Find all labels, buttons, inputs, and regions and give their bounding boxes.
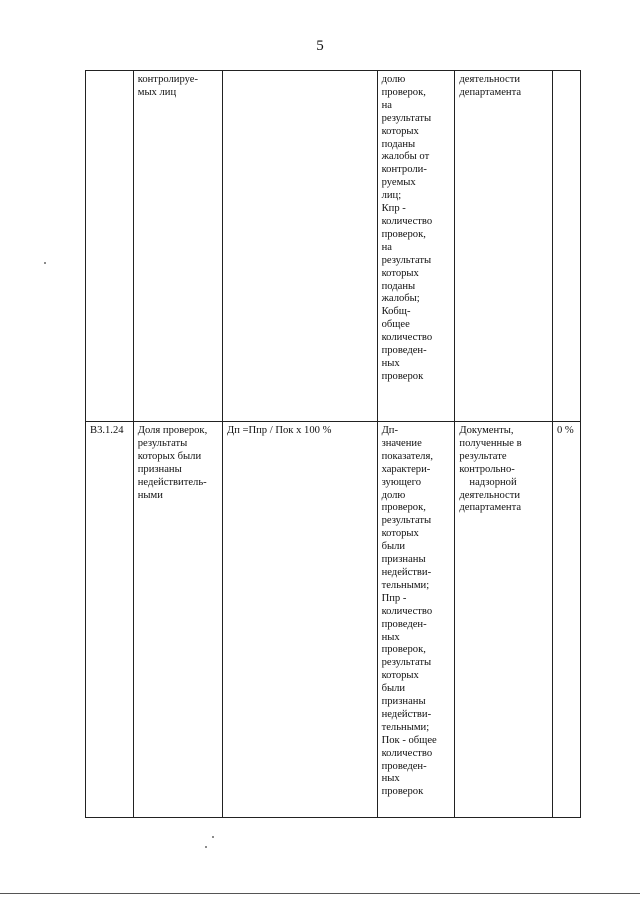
row1-name-cell <box>133 71 222 422</box>
desc-line: которых <box>381 528 419 540</box>
source-line: контрольно- <box>459 463 515 475</box>
source-line: результате <box>459 450 507 462</box>
row1-source-cell <box>455 71 553 422</box>
scan-speck <box>205 846 207 848</box>
desc-line: признаны <box>381 554 426 566</box>
desc-line: контроли- <box>381 164 427 176</box>
row2-formula-cell <box>222 422 377 818</box>
page-bottom-rule <box>0 893 640 894</box>
name-line: ными <box>137 489 163 501</box>
source-line: деятельности <box>459 489 521 501</box>
desc-line: поданы <box>381 280 416 292</box>
desc-line: которых <box>381 670 419 682</box>
desc-line: проведен- <box>381 345 427 357</box>
desc-line: проверок, <box>381 502 426 514</box>
desc-line: были <box>381 541 406 553</box>
source-line: департамента <box>459 86 522 98</box>
row2-target-cell <box>552 422 580 818</box>
scan-speck <box>212 836 214 838</box>
desc-line: проведен- <box>381 760 427 772</box>
desc-line: признаны <box>381 696 426 708</box>
desc-line: жалобы; <box>381 293 420 305</box>
target-value: 0 % <box>556 425 574 436</box>
desc-line: результаты <box>381 515 432 527</box>
source-line: надзорной <box>469 476 517 488</box>
desc-line: показателя, <box>381 450 433 462</box>
desc-line: на <box>381 241 392 253</box>
desc-line: результаты <box>381 112 432 124</box>
desc-line: количество <box>381 332 433 344</box>
name-line: результаты <box>137 437 188 449</box>
desc-line: которых <box>381 267 419 279</box>
desc-line: Кпр - <box>381 203 406 215</box>
name-line: недействитель- <box>137 476 207 488</box>
name-line: контролируе- <box>137 74 199 85</box>
desc-line: ных <box>381 357 400 369</box>
source-line: департамента <box>459 502 522 514</box>
desc-line: недействи- <box>381 566 432 578</box>
desc-line: недействи- <box>381 708 432 720</box>
desc-line: проверок <box>381 370 424 382</box>
desc-line: Дп- <box>381 425 399 436</box>
desc-line: ных <box>381 631 400 643</box>
row2-code-cell <box>86 422 134 818</box>
name-line: мых лиц <box>137 86 177 98</box>
desc-line: характери- <box>381 463 431 475</box>
row2-description-cell <box>377 422 455 818</box>
table-row <box>86 422 581 818</box>
row2-source-cell <box>455 422 553 818</box>
desc-line: были <box>381 683 406 695</box>
desc-line: руемых <box>381 177 416 189</box>
row1-description-cell <box>377 71 455 422</box>
source-line: Документы, <box>459 425 514 436</box>
desc-line: результаты <box>381 657 432 669</box>
row1-formula-cell <box>222 71 377 422</box>
desc-line: долю <box>381 74 406 85</box>
name-line: которых были <box>137 450 202 462</box>
row2-name-cell <box>133 422 222 818</box>
desc-line: поданы <box>381 138 416 150</box>
desc-line: на <box>381 99 392 111</box>
page-number: 5 <box>316 38 324 54</box>
row1-target-cell <box>552 71 580 422</box>
desc-line: долю <box>381 489 406 501</box>
desc-line: которых <box>381 125 419 137</box>
name-line: признаны <box>137 463 182 475</box>
desc-line: зующего <box>381 476 421 488</box>
desc-line: проверок, <box>381 228 426 240</box>
desc-line: количество <box>381 747 433 759</box>
scan-speck <box>44 262 46 264</box>
desc-line: тельными; <box>381 579 430 591</box>
desc-line: проверок <box>381 786 424 798</box>
source-line: деятельности <box>459 74 521 85</box>
row1-code-cell <box>86 71 134 422</box>
name-line: Доля проверок, <box>137 425 208 436</box>
desc-line: Пок - общее <box>381 734 437 746</box>
desc-line: жалобы от <box>381 151 430 163</box>
indicator-code: В3.1.24 <box>90 425 124 436</box>
desc-line: проверок, <box>381 644 426 656</box>
desc-line: проведен- <box>381 618 427 630</box>
indicator-table <box>85 70 581 818</box>
formula: Дп =Ппр / Пок х 100 % <box>226 425 332 436</box>
desc-line: значение <box>381 437 422 449</box>
desc-line: общее <box>381 319 410 331</box>
source-line: полученные в <box>459 437 522 449</box>
table-row <box>86 71 581 422</box>
desc-line: количество <box>381 605 433 617</box>
desc-line: тельными; <box>381 721 430 733</box>
desc-line: результаты <box>381 254 432 266</box>
desc-line: проверок, <box>381 86 426 98</box>
desc-line: количество <box>381 215 433 227</box>
desc-line: Кобщ- <box>381 306 411 318</box>
desc-line: лиц; <box>381 190 402 202</box>
desc-line: Ппр - <box>381 592 407 604</box>
desc-line: ных <box>381 773 400 785</box>
